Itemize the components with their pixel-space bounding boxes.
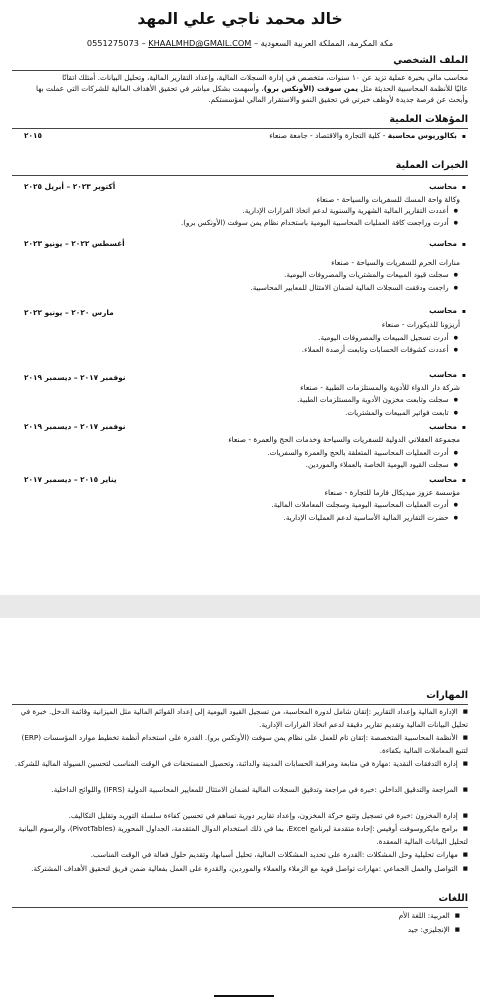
job-company: مؤسسة عزوز ميديكال فارما للتجارة - صنعاء <box>324 488 460 497</box>
profile-summary: محاسب مالي بخبرة عملية تزيد عن ١٠ سنوات، متخصص في إدارة السجلات المالية، وإعداد التقارير المالية، وتحليل البيانات. أمتلك اتقانًا عاليًا للأنظمة المحاسبية الحديثة مثل يمن سوفت (الأونكس برو)، وأسهمت بشكل مباشر في تحقيق الأهداف المالية للشركات التي عملت بها وأبحث عن فرصة جديدة لأوظف خبرتي في تحقيق النمو والاستقرار المالي لمؤسستكم. <box>36 73 468 105</box>
job-title: ▪ محاسب <box>429 182 466 191</box>
skill-item: ■ المراجعة والتدقيق الداخلي :خبرة في مراجعة وتدقيق السجلات المالية لضمان الامتثال للمعايير المحاسبية الدولية (IFRS) واللوائح الداخلية. <box>12 784 468 797</box>
job-date: يناير ٢٠١٥ – ديسمبر ٢٠١٧ <box>24 475 117 484</box>
job-company: شركة دار الدواء للأدوية والمستلزمات الطبية - صنعاء <box>300 383 460 392</box>
language-item: ■ الإنجليزي: جيد <box>408 925 460 934</box>
location-text: مكة المكرمة، المملكة العربية السعودية <box>260 38 394 48</box>
job-title: ▪ محاسب <box>429 422 466 431</box>
profile-heading: الملف الشخصي <box>393 55 468 66</box>
job-bullet: ● أدرت وراجعت كافة العمليات المحاسبية اليومية باستخدام نظام يمن سوفت (الأونكس برو). <box>181 218 458 227</box>
skill-item: ■ التواصل والعمل الجماعي :مهارات تواصل قوية مع الزملاء والعملاء والموردين، والقدرة على العمل بفعالية ضمن فريق لتحقيق الأهداف المشتركة. <box>12 863 468 876</box>
resume-page-2 <box>0 618 480 999</box>
experience-heading: الخبرات العملية <box>395 160 468 171</box>
email-link[interactable]: KHAALMHD@GMAIL.COM <box>148 38 252 48</box>
job-title: ▪ محاسب <box>429 239 466 248</box>
job-bullet: ● أعددت كشوفات الحسابات وتابعت أرصدة العملاء. <box>302 345 458 354</box>
contact-line <box>0 38 480 48</box>
job-bullet: ● أدرت العمليات المحاسبية اليومية وسجلت المعاملات المالية. <box>271 500 458 509</box>
page-bottom-bar <box>214 995 274 997</box>
experience-divider <box>12 175 468 176</box>
languages-divider <box>12 907 468 908</box>
job-bullet: ● حضرت التقارير المالية الأساسية لدعم العمليات الإدارية. <box>284 513 458 522</box>
job-company: مجموعة العقلاني الدولية للسفريات والسياحة وخدمات الحج والعمرة - صنعاء <box>228 435 460 444</box>
skill-item: ■ برامج مايكروسوفت أوفيس :إجادة متقدمة لبرنامج Excel، بما في ذلك استخدام الدوال المتقدمة، الجداول المحورية (PivotTables)، والرسوم البيانية لتحليل البيانات المالية المعقدة. <box>12 823 468 848</box>
job-bullet: ● سجلت وتابعت مخزون الأدوية والمستلزمات الطبية. <box>297 395 458 404</box>
job-date: أغسطس ٢٠٢٢ – يونيو ٢٠٢٣ <box>24 239 125 248</box>
candidate-name: خالد محمد ناجي علي المهد <box>137 10 343 28</box>
education-degree: ▪بكالوريوس محاسبة - كلية التجارة والاقتصاد - جامعة صنعاء <box>269 131 466 140</box>
job-bullet: ● أعددت التقارير المالية الشهرية والسنوية لدعم اتخاذ القرارات الإدارية. <box>242 206 458 215</box>
job-date: أكتوبر ٢٠٢٣ – أبريل ٢٠٢٥ <box>24 182 116 191</box>
job-company: منارات الحرم للسفريات والسياحة - صنعاء <box>331 258 460 267</box>
job-title: ▪ محاسب <box>429 306 466 315</box>
job-bullet: ● سجلت قيود المبيعات والمشتريات والمصروفات اليومية. <box>284 270 458 279</box>
job-title: ▪ محاسب <box>429 370 466 379</box>
job-company: أريزونا للديكورات - صنعاء <box>381 320 460 329</box>
job-date: نوفمبر ٢٠١٧ – ديسمبر ٢٠١٩ <box>24 373 126 382</box>
skills-heading: المهارات <box>426 690 468 701</box>
job-bullet: ● راجعت ودققت السجلات المالية لضمان الامتثال للمعايير المحاسبية. <box>250 283 458 292</box>
education-heading: المؤهلات العلمية <box>389 114 468 125</box>
education-year: ٢٠١٥ <box>24 131 43 140</box>
job-bullet: ● أدرت تسجيل المبيعات والمصروفات اليومية. <box>318 333 458 342</box>
skill-item: ■ مهارات تحليلية وحل المشكلات :القدرة على تحديد المشكلات المالية، تحليل أسبابها، وتقديم حلول فعالة في الوقت المناسب. <box>12 849 468 862</box>
job-date: مارس ٢٠٢٠ – يونيو ٢٠٢٢ <box>24 308 114 317</box>
job-company: وكالة واحة المسك للسفريات والسياحة - صنعاء <box>316 195 460 204</box>
job-bullet: ● أدرت العمليات المحاسبية المتعلقة بالحج والعمرة والسفريات. <box>267 448 458 457</box>
profile-divider <box>12 70 468 71</box>
education-divider <box>12 128 468 129</box>
skills-divider <box>12 704 468 705</box>
languages-heading: اللغات <box>438 893 468 904</box>
separator: – <box>253 38 261 48</box>
job-bullet: ● سجلت القيود اليومية الخاصة بالعملاء والموردين. <box>306 460 458 469</box>
skill-item: ■ الإدارة المالية وإعداد التقارير :إتقان شامل لدورة المحاسبة، من تسجيل القيود اليومية إلى إعداد القوائم المالية مثل الميزانية وقائمة الدخل. خبرة في تحليل البيانات المالية وتقديم تقارير دقيقة لدعم اتخاذ القرارات الإدارية. <box>12 706 468 731</box>
job-bullet: ● تابعت فواتير المبيعات والمشتريات. <box>345 408 458 417</box>
separator: – <box>141 38 149 48</box>
skill-item: ■ الأنظمة المحاسبية المتخصصة :إتقان تام للعمل على نظام يمن سوفت (الأونكس برو). القدرة على استخدام أنظمة تخطيط موارد المؤسسات (ERP) لتتبع المعاملات المالية بكفاءة. <box>12 732 468 757</box>
skill-item: ■ إدارة التدفقات النقدية :مهارة في متابعة ومراقبة الحسابات المدينة والدائنة، وتحصيل المستحقات في الوقت المناسب لتحسين السيولة المالية للشركة. <box>12 758 468 771</box>
job-title: ▪ محاسب <box>429 475 466 484</box>
job-date: نوفمبر ٢٠١٧ – ديسمبر ٢٠١٩ <box>24 422 126 431</box>
phone-number: 0551275073 <box>86 38 139 48</box>
skill-item: ■ إدارة المخزون :خبرة في تسجيل وتتبع حركة المخزون، وإعداد تقارير دورية تساهم في تحسين كفاءة سلسلة التوريد وتقليل التكاليف. <box>12 810 468 823</box>
language-item: ■ العربية: اللغة الأم <box>399 911 460 920</box>
